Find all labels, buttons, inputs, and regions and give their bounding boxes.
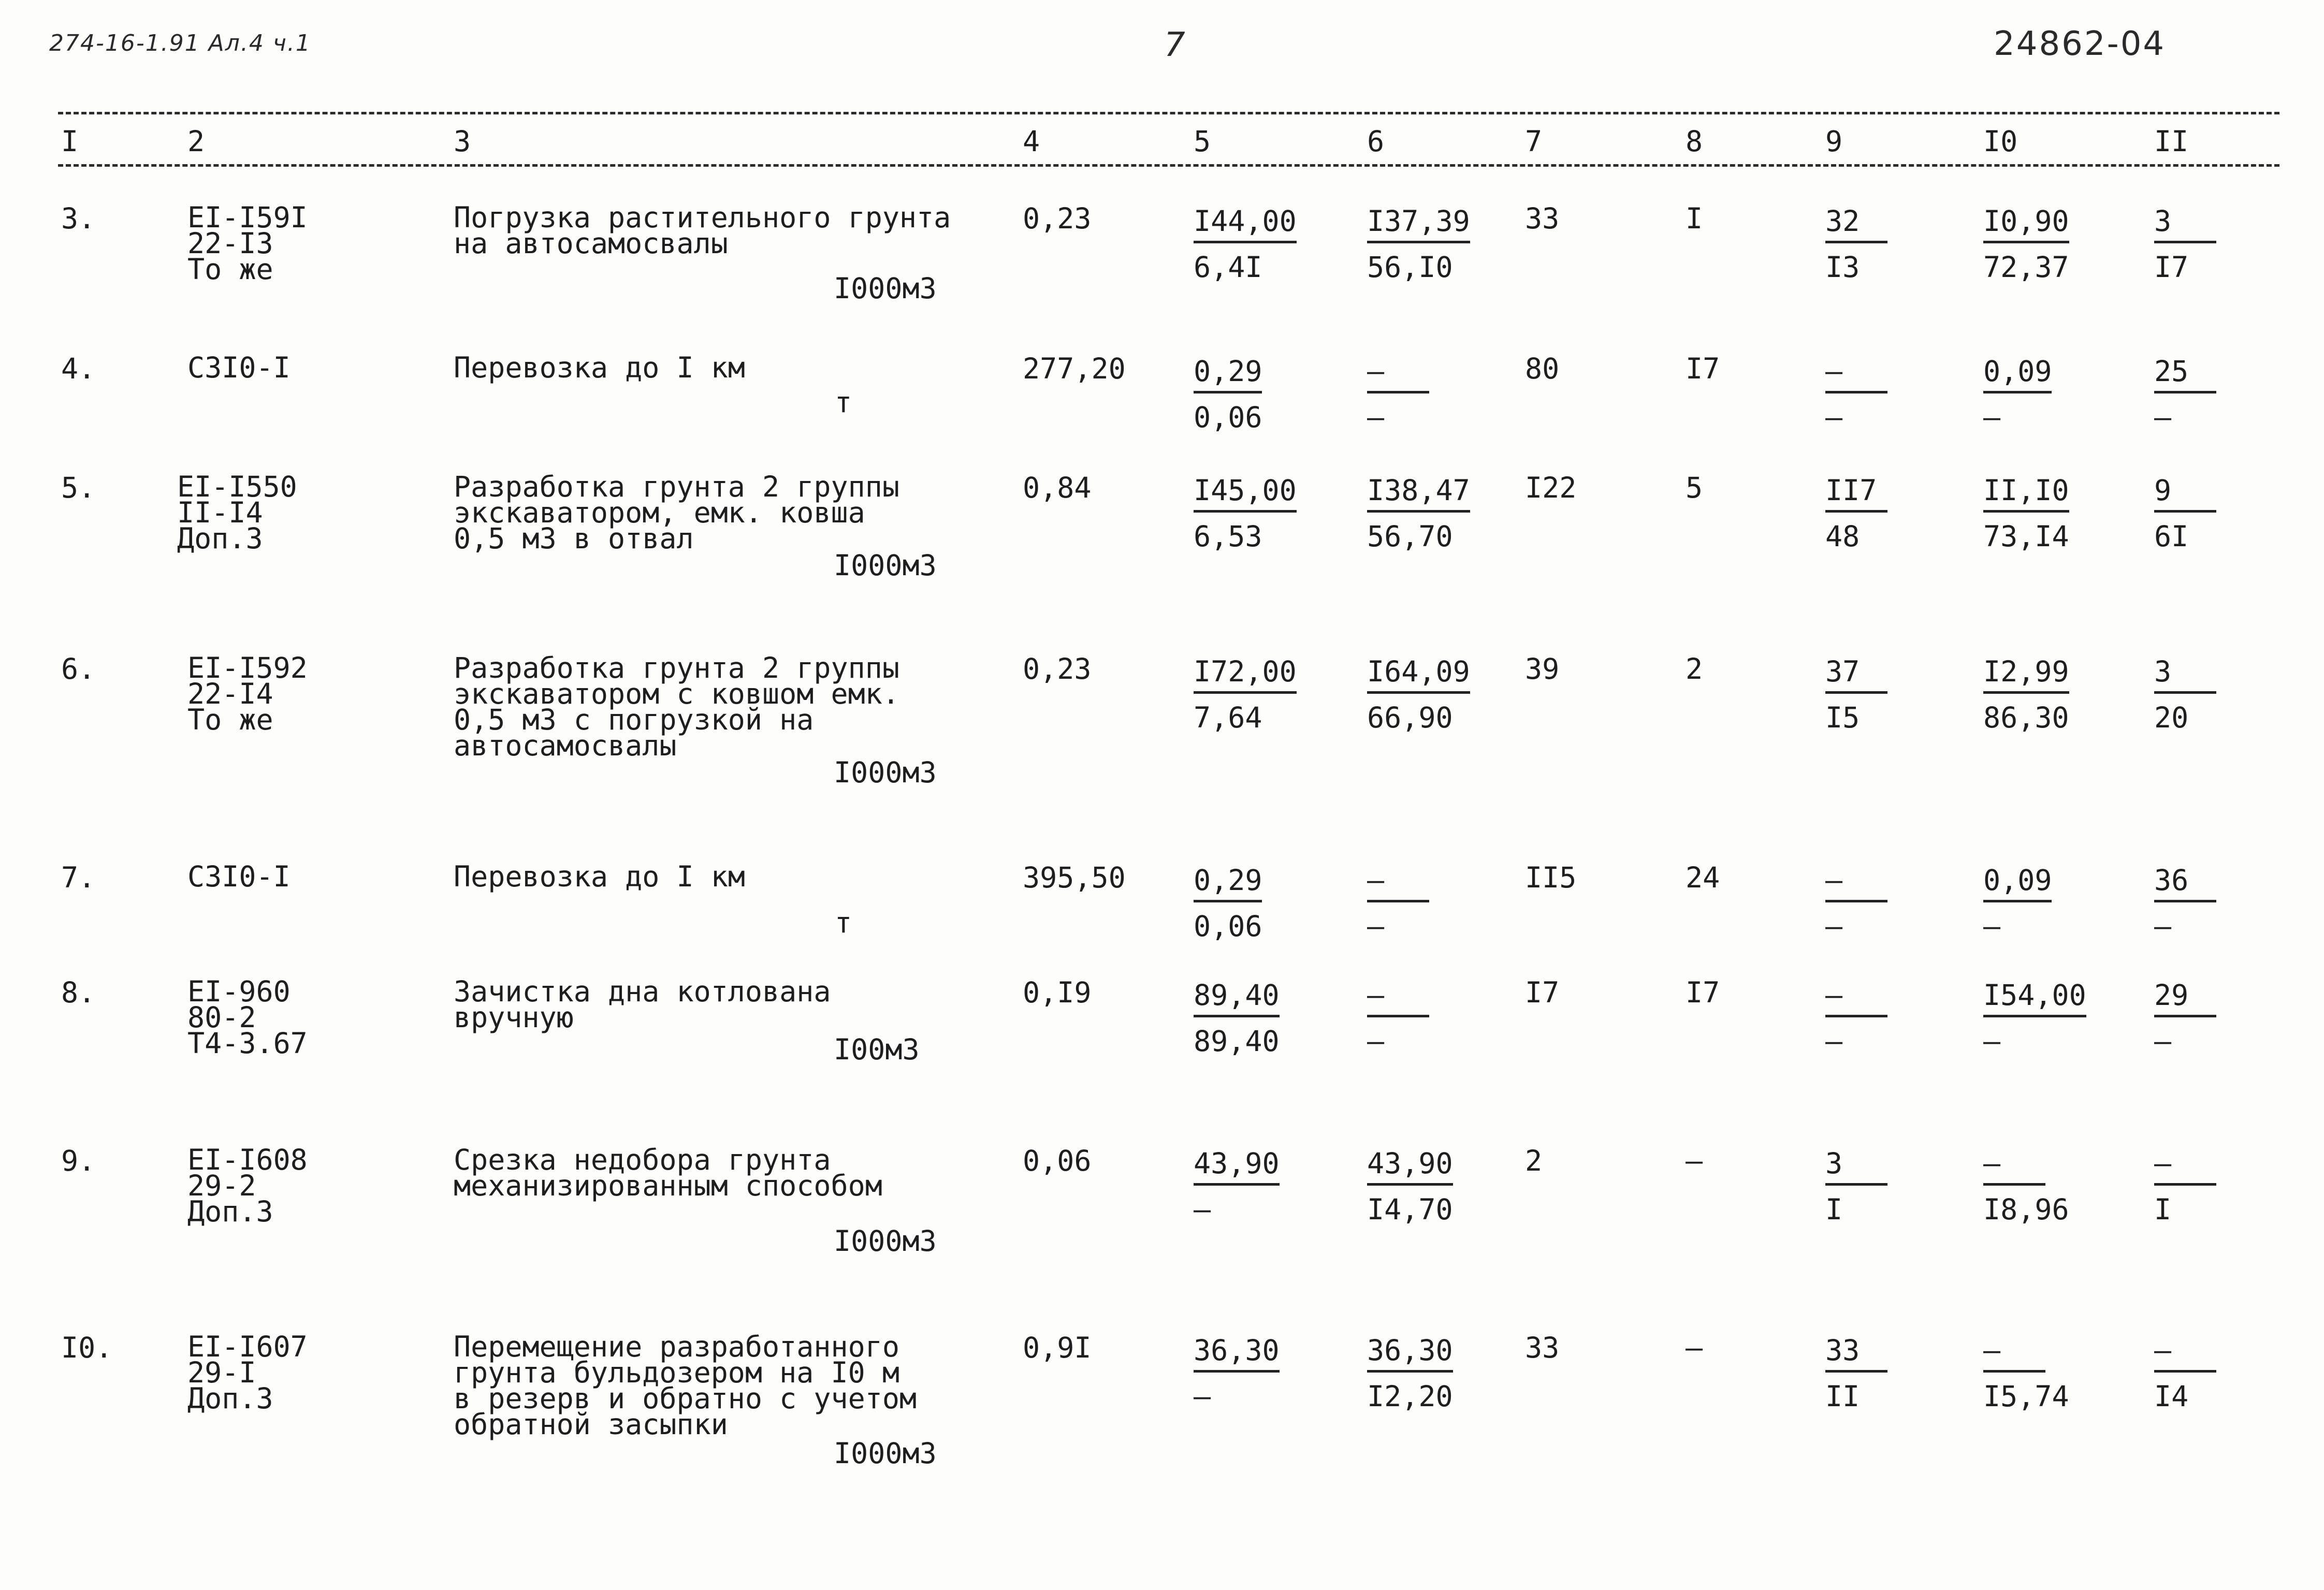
row-code: EI-I607 29-I Доп.3 bbox=[187, 1330, 308, 1415]
row-col6-denominator: I4,70 bbox=[1367, 1193, 1453, 1226]
row-col5-denominator: 89,40 bbox=[1194, 1025, 1280, 1058]
row-col5-numerator: 43,90 bbox=[1194, 1147, 1280, 1186]
row-unit: I000м3 bbox=[834, 272, 937, 305]
row-col6 bbox=[1367, 1334, 1453, 1413]
row-col11-denominator: I4 bbox=[2154, 1380, 2189, 1413]
column-header-2: 2 bbox=[187, 125, 205, 158]
row-description: Погрузка растительного грунта на автосамосвалы bbox=[454, 201, 951, 260]
row-description: Срезка недобора грунта механизированным способом bbox=[454, 1143, 882, 1202]
row-number: 8. bbox=[61, 976, 96, 1009]
column-header-4: 4 bbox=[1023, 125, 1040, 158]
row-col10 bbox=[1983, 474, 2069, 553]
row-col11 bbox=[2154, 979, 2216, 1058]
row-col5-numerator: I45,00 bbox=[1194, 474, 1297, 513]
row-col5 bbox=[1194, 1334, 1280, 1413]
row-col6-numerator: I64,09 bbox=[1367, 655, 1470, 694]
row-number: 7. bbox=[61, 861, 96, 894]
row-col8: 5 bbox=[1686, 471, 1703, 504]
row-col11-denominator: I bbox=[2154, 1193, 2172, 1226]
handwritten-reference: 274-16-1.91 Ал.4 ч.1 bbox=[49, 30, 311, 56]
row-col9 bbox=[1825, 205, 1887, 284]
row-col11-numerator: 9 bbox=[2154, 474, 2216, 513]
row-code: EI-960 80-2 Т4-3.67 bbox=[187, 975, 308, 1060]
row-description: Разработка грунта 2 группы экскаватором с ковшом емк. 0,5 м3 с погрузкой на автосамосвалы bbox=[454, 651, 899, 762]
column-header-3: 3 bbox=[454, 125, 471, 158]
row-col11 bbox=[2154, 474, 2216, 553]
row-col9-denominator: I3 bbox=[1825, 251, 1860, 284]
row-unit: I000м3 bbox=[834, 549, 937, 582]
row-col9-denominator: – bbox=[1825, 401, 1843, 434]
row-col11-denominator: – bbox=[2154, 910, 2172, 943]
row-quantity: 0,I9 bbox=[1023, 976, 1092, 1009]
column-header-7: 7 bbox=[1525, 125, 1543, 158]
row-col5 bbox=[1194, 355, 1262, 434]
column-header-11: II bbox=[2154, 125, 2189, 158]
row-col5-denominator: 6,4I bbox=[1194, 251, 1262, 284]
row-col10-numerator: 0,09 bbox=[1983, 355, 2052, 393]
row-col6-numerator: 43,90 bbox=[1367, 1147, 1453, 1186]
column-header-9: 9 bbox=[1825, 125, 1843, 158]
row-col10-denominator: I8,96 bbox=[1983, 1193, 2069, 1226]
row-col9-numerator: 37 bbox=[1825, 655, 1887, 694]
row-number: 4. bbox=[61, 352, 96, 385]
row-col7: 80 bbox=[1525, 352, 1560, 385]
row-col5-numerator: I72,00 bbox=[1194, 655, 1297, 694]
row-col11-numerator: 25 bbox=[2154, 355, 2216, 393]
row-col11-numerator: 3 bbox=[2154, 655, 2216, 694]
row-col6-denominator: – bbox=[1367, 1025, 1385, 1058]
row-code: EI-I550 II-I4 Доп.3 bbox=[177, 470, 297, 555]
row-col9 bbox=[1825, 1334, 1887, 1413]
page-number: 7 bbox=[1164, 26, 1185, 64]
row-col10-numerator: I0,90 bbox=[1983, 205, 2069, 243]
row-col10 bbox=[1983, 1334, 2069, 1413]
row-col5 bbox=[1194, 979, 1280, 1058]
row-col8: I bbox=[1686, 202, 1703, 235]
document-number: 24862-04 bbox=[1994, 25, 2166, 63]
row-col6 bbox=[1367, 474, 1470, 553]
row-code: EI-I608 29-2 Доп.3 bbox=[187, 1143, 308, 1228]
row-col11-denominator: – bbox=[2154, 401, 2172, 434]
row-col6 bbox=[1367, 864, 1429, 943]
row-col6-numerator: I38,47 bbox=[1367, 474, 1470, 513]
row-col6 bbox=[1367, 655, 1470, 734]
row-col7: I22 bbox=[1525, 471, 1577, 504]
row-col5-denominator: – bbox=[1194, 1193, 1211, 1226]
row-col11-denominator: – bbox=[2154, 1025, 2172, 1058]
row-col9-denominator: 48 bbox=[1825, 520, 1860, 553]
row-unit: I000м3 bbox=[834, 1224, 937, 1258]
row-col11 bbox=[2154, 1147, 2216, 1226]
row-col10-numerator: – bbox=[1983, 1334, 2045, 1373]
row-col9 bbox=[1825, 655, 1887, 734]
column-header-6: 6 bbox=[1367, 125, 1385, 158]
row-col5-numerator: 36,30 bbox=[1194, 1334, 1280, 1373]
row-col5-denominator: 7,64 bbox=[1194, 701, 1262, 734]
row-col10 bbox=[1983, 205, 2069, 284]
row-quantity: 0,23 bbox=[1023, 202, 1092, 235]
row-col9-numerator: – bbox=[1825, 864, 1887, 902]
column-header-8: 8 bbox=[1686, 125, 1703, 158]
row-number: I0. bbox=[61, 1331, 113, 1364]
row-col6-numerator: 36,30 bbox=[1367, 1334, 1453, 1373]
row-col6 bbox=[1367, 1147, 1453, 1226]
row-quantity: 395,50 bbox=[1023, 861, 1126, 894]
row-col9-numerator: 33 bbox=[1825, 1334, 1887, 1373]
row-col5 bbox=[1194, 205, 1297, 284]
row-unit: I000м3 bbox=[834, 756, 937, 789]
row-col11 bbox=[2154, 1334, 2216, 1413]
row-number: 6. bbox=[61, 652, 96, 685]
row-col5-numerator: 89,40 bbox=[1194, 979, 1280, 1017]
row-col5-denominator: 0,06 bbox=[1194, 401, 1262, 434]
row-col10-denominator: – bbox=[1983, 1025, 2001, 1058]
column-header-10: I0 bbox=[1983, 125, 2018, 158]
row-quantity: 0,06 bbox=[1023, 1144, 1092, 1177]
row-col8: I7 bbox=[1686, 352, 1720, 385]
row-col9-denominator: – bbox=[1825, 1025, 1843, 1058]
row-col10 bbox=[1983, 1147, 2069, 1226]
row-col6-denominator: – bbox=[1367, 401, 1385, 434]
row-col6-numerator: – bbox=[1367, 979, 1429, 1017]
row-col10-denominator: I5,74 bbox=[1983, 1380, 2069, 1413]
row-col9-numerator: II7 bbox=[1825, 474, 1887, 513]
row-col10-denominator: 72,37 bbox=[1983, 251, 2069, 284]
row-col6-numerator: I37,39 bbox=[1367, 205, 1470, 243]
row-col7: 2 bbox=[1525, 1144, 1543, 1177]
row-col8: I7 bbox=[1686, 976, 1720, 1009]
row-col10 bbox=[1983, 864, 2052, 943]
row-description: Разработка грунта 2 группы экскаватором, емк. ковша 0,5 м3 в отвал bbox=[454, 470, 899, 555]
row-col9-numerator: 3 bbox=[1825, 1147, 1887, 1186]
row-unit: т bbox=[835, 906, 852, 939]
row-quantity: 0,9I bbox=[1023, 1331, 1092, 1364]
row-col7: 33 bbox=[1525, 1331, 1560, 1364]
row-col6-denominator: 66,90 bbox=[1367, 701, 1453, 734]
row-quantity: 277,20 bbox=[1023, 352, 1126, 385]
row-unit: I00м3 bbox=[834, 1033, 920, 1066]
row-col9-denominator: – bbox=[1825, 910, 1843, 943]
row-col10 bbox=[1983, 655, 2069, 734]
row-number: 5. bbox=[61, 471, 96, 504]
row-col6-numerator: – bbox=[1367, 864, 1429, 902]
header-rule-bottom bbox=[58, 164, 2279, 167]
row-description: Перевозка до I км bbox=[454, 351, 745, 384]
row-col6-denominator: 56,I0 bbox=[1367, 251, 1453, 284]
row-col11-numerator: 29 bbox=[2154, 979, 2216, 1017]
row-col5 bbox=[1194, 474, 1297, 553]
row-col11-denominator: 20 bbox=[2154, 701, 2189, 734]
row-col7: 33 bbox=[1525, 202, 1560, 235]
row-description: Перемещение разработанного грунта бульдозером на I0 м в резерв и обратно с учетом обратной засыпки bbox=[454, 1330, 917, 1441]
row-col6 bbox=[1367, 979, 1429, 1058]
row-col10-denominator: 86,30 bbox=[1983, 701, 2069, 734]
row-col6-denominator: 56,70 bbox=[1367, 520, 1453, 553]
row-col9 bbox=[1825, 1147, 1887, 1226]
column-header-1: I bbox=[61, 125, 79, 158]
row-col9 bbox=[1825, 979, 1887, 1058]
row-col9-numerator: – bbox=[1825, 355, 1887, 393]
row-col10 bbox=[1983, 355, 2052, 434]
row-col11-denominator: I7 bbox=[2154, 251, 2189, 284]
row-col8: 24 bbox=[1686, 861, 1720, 894]
row-col10-numerator: 0,09 bbox=[1983, 864, 2052, 902]
row-col9 bbox=[1825, 474, 1887, 553]
row-col10-denominator: – bbox=[1983, 910, 2001, 943]
row-col5 bbox=[1194, 655, 1297, 734]
row-col10-denominator: 73,I4 bbox=[1983, 520, 2069, 553]
row-col10-numerator: II,I0 bbox=[1983, 474, 2069, 513]
row-col11 bbox=[2154, 655, 2216, 734]
row-col11-numerator: – bbox=[2154, 1334, 2216, 1373]
row-quantity: 0,23 bbox=[1023, 652, 1092, 685]
row-code: EI-I59I 22-I3 То же bbox=[187, 201, 308, 286]
row-col9-numerator: 32 bbox=[1825, 205, 1887, 243]
row-unit: т bbox=[835, 386, 852, 419]
row-col7: 39 bbox=[1525, 652, 1560, 685]
row-col6 bbox=[1367, 205, 1470, 284]
row-col6-denominator: – bbox=[1367, 910, 1385, 943]
row-quantity: 0,84 bbox=[1023, 471, 1092, 504]
row-col8: – bbox=[1686, 1331, 1703, 1364]
row-col9-numerator: – bbox=[1825, 979, 1887, 1017]
row-col7: I7 bbox=[1525, 976, 1560, 1009]
row-col11-numerator: 3 bbox=[2154, 205, 2216, 243]
row-col11 bbox=[2154, 355, 2216, 434]
row-col11 bbox=[2154, 864, 2216, 943]
row-code: С3I0-I bbox=[187, 351, 290, 384]
row-col9-denominator: II bbox=[1825, 1380, 1860, 1413]
row-col11 bbox=[2154, 205, 2216, 284]
row-code: С3I0-I bbox=[187, 860, 290, 893]
row-col11-numerator: – bbox=[2154, 1147, 2216, 1186]
row-code: EI-I592 22-I4 То же bbox=[187, 651, 308, 736]
row-number: 9. bbox=[61, 1144, 96, 1177]
row-col9-denominator: I bbox=[1825, 1193, 1843, 1226]
row-col10-numerator: I54,00 bbox=[1983, 979, 2086, 1017]
row-col9 bbox=[1825, 355, 1887, 434]
row-col7: II5 bbox=[1525, 861, 1577, 894]
row-col11-numerator: 36 bbox=[2154, 864, 2216, 902]
row-col10-numerator: I2,99 bbox=[1983, 655, 2069, 694]
row-unit: I000м3 bbox=[834, 1437, 937, 1470]
header-rule-top bbox=[58, 112, 2279, 114]
row-col5-denominator: 6,53 bbox=[1194, 520, 1262, 553]
row-col6-denominator: I2,20 bbox=[1367, 1380, 1453, 1413]
row-col9-denominator: I5 bbox=[1825, 701, 1860, 734]
row-col8: – bbox=[1686, 1144, 1703, 1177]
row-col10 bbox=[1983, 979, 2086, 1058]
row-col10-denominator: – bbox=[1983, 401, 2001, 434]
row-col5-numerator: 0,29 bbox=[1194, 864, 1262, 902]
row-col10-numerator: – bbox=[1983, 1147, 2045, 1186]
row-description: Зачистка дна котлована вручную bbox=[454, 975, 831, 1034]
row-col5-denominator: 0,06 bbox=[1194, 910, 1262, 943]
row-description: Перевозка до I км bbox=[454, 860, 745, 893]
row-col8: 2 bbox=[1686, 652, 1703, 685]
row-col5 bbox=[1194, 1147, 1280, 1226]
row-col6 bbox=[1367, 355, 1429, 434]
row-number: 3. bbox=[61, 202, 96, 235]
row-col5 bbox=[1194, 864, 1262, 943]
row-col11-denominator: 6I bbox=[2154, 520, 2189, 553]
row-col9 bbox=[1825, 864, 1887, 943]
row-col6-numerator: – bbox=[1367, 355, 1429, 393]
row-col5-denominator: – bbox=[1194, 1380, 1211, 1413]
column-header-5: 5 bbox=[1194, 125, 1211, 158]
row-col5-numerator: I44,00 bbox=[1194, 205, 1297, 243]
row-col5-numerator: 0,29 bbox=[1194, 355, 1262, 393]
